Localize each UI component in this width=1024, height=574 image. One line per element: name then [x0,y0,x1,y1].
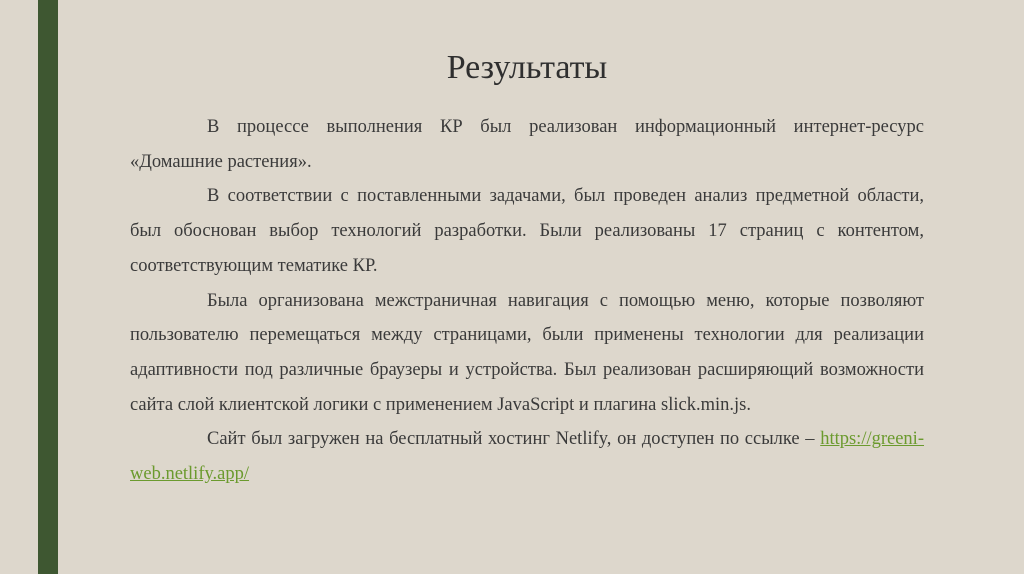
paragraph-4 [130,422,924,491]
slide-title: Результаты [446,49,608,86]
site-link[interactable]: https://greeni-web.netlify.app/ [130,429,924,485]
paragraph-2: В соответствии с поставленными задачами, был проведен анализ предметной области, был обоснован выбор технологий разработки. Были реализованы 17 страниц с контентом, соответствующим тематике КР. [130,186,924,276]
paragraph-3: Была организована межстраничная навигация с помощью меню, которые позволяют пользователю перемещаться между страницами, были применены технологии для реализации адаптивности под различные браузеры и устройства. Был реализован расширяющий возможности сайта слой клиентской логики с применением JavaScript и плагина slick.min.js. [130,290,924,415]
slide-body [130,110,924,492]
paragraph-1: В процессе выполнения КР был реализован информационный интернет-ресурс «Домашние растения». [130,117,924,172]
accent-bar [38,0,58,574]
paragraph-4-text: Сайт был загружен на бесплатный хостинг Netlify, он доступен по ссылке – [207,429,821,450]
